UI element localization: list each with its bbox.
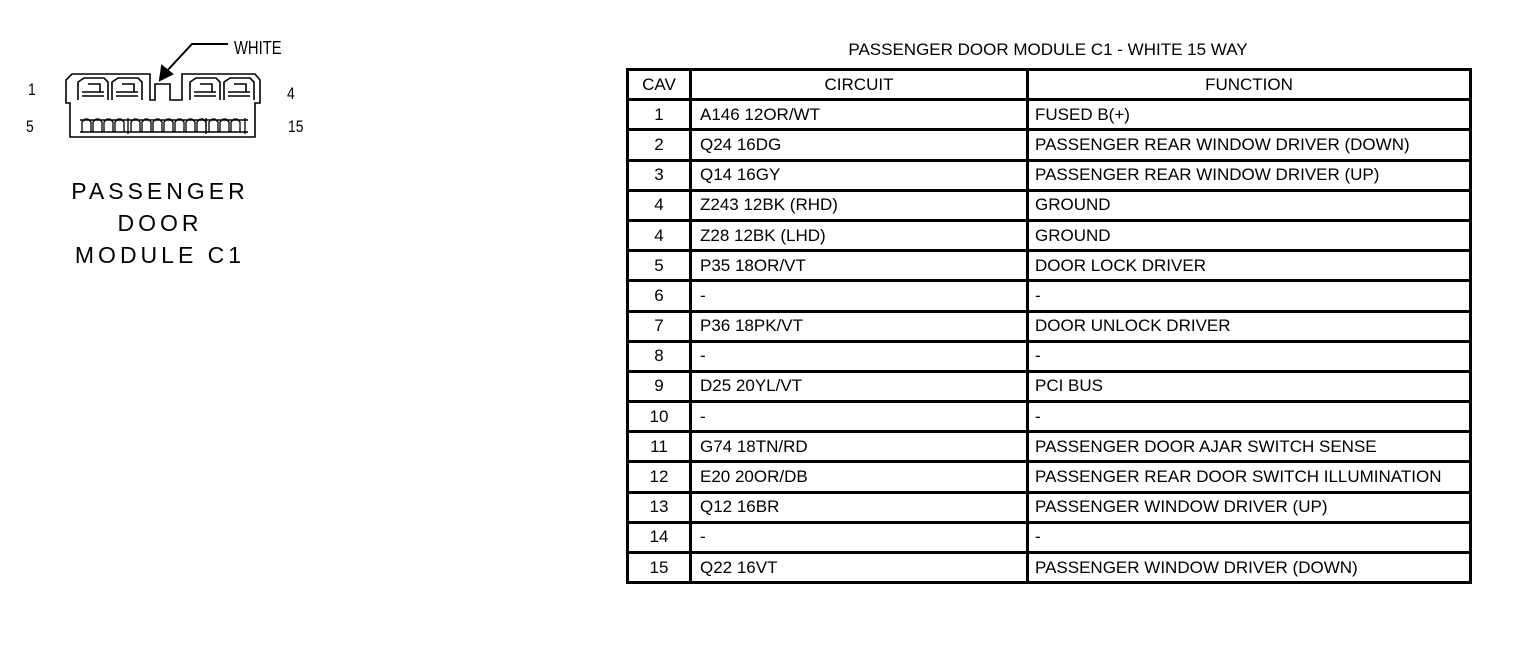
cell-cav: 9 [628,371,691,401]
header-circuit: CIRCUIT [691,70,1028,100]
cell-function: - [1028,522,1471,552]
cell-cav: 5 [628,251,691,281]
cell-circuit: E20 20OR/DB [691,462,1028,492]
table-row [628,160,1471,190]
terminal-cell-icon [175,119,184,132]
table-row [628,371,1471,401]
table-title: PASSENGER DOOR MODULE C1 - WHITE 15 WAY [848,40,1248,59]
terminal-cell-icon [209,119,218,132]
cell-cav: 15 [628,553,691,583]
cell-cav: 7 [628,311,691,341]
cell-cav: 10 [628,402,691,432]
table-row [628,462,1471,492]
cell-cav: 6 [628,281,691,311]
cell-cav: 2 [628,130,691,160]
cell-cav: 12 [628,462,691,492]
terminal-cell-icon [115,119,124,132]
cell-function: PCI BUS [1028,371,1471,401]
terminal-cell-icon [153,119,162,132]
cell-function: - [1028,402,1471,432]
cell-circuit: Z28 12BK (LHD) [691,220,1028,250]
cell-cav: 8 [628,341,691,371]
table-row [628,553,1471,583]
cell-circuit: - [691,341,1028,371]
cell-function: DOOR LOCK DRIVER [1028,251,1471,281]
connector-name-line: DOOR [117,210,203,236]
cell-function: GROUND [1028,220,1471,250]
table-row [628,251,1471,281]
connector-diagram [0,0,340,280]
cell-cav: 14 [628,522,691,552]
pin-number-label: 1 [28,80,36,99]
table-row [628,402,1471,432]
table-row [628,522,1471,552]
cell-function: PASSENGER WINDOW DRIVER (DOWN) [1028,553,1471,583]
terminal-cell-icon [82,119,91,132]
cell-cav: 4 [628,220,691,250]
cell-circuit: Z243 12BK (RHD) [691,190,1028,220]
terminal-cell-icon [104,119,113,132]
cell-circuit: Q22 16VT [691,553,1028,583]
table-row [628,220,1471,250]
terminal-cell-icon [220,119,229,132]
table-body [628,100,1471,583]
pin-number-label: 15 [288,117,304,136]
terminal-cell-icon [186,119,195,132]
terminal-cell-icon [164,119,173,132]
connector-name [60,175,260,271]
cell-function: PASSENGER REAR DOOR SWITCH ILLUMINATION [1028,462,1471,492]
table-row [628,432,1471,462]
terminal-cell-icon [197,119,206,132]
cell-circuit: D25 20YL/VT [691,371,1028,401]
terminal-cell-icon [231,119,240,132]
table-row [628,100,1471,130]
connector-name-line: PASSENGER [71,178,249,204]
cell-cav: 4 [628,190,691,220]
cell-circuit: G74 18TN/RD [691,432,1028,462]
cell-circuit: A146 12OR/WT [691,100,1028,130]
cell-function: FUSED B(+) [1028,100,1471,130]
pin-number-label: 4 [287,84,295,103]
cell-function: GROUND [1028,190,1471,220]
header-function: FUNCTION [1028,70,1471,100]
cell-circuit: Q12 16BR [691,492,1028,522]
table-header-row [628,70,1471,100]
cell-cav: 3 [628,160,691,190]
cell-function: DOOR UNLOCK DRIVER [1028,311,1471,341]
cell-function: PASSENGER REAR WINDOW DRIVER (DOWN) [1028,130,1471,160]
cell-cav: 1 [628,100,691,130]
cell-circuit: P36 18PK/VT [691,311,1028,341]
terminal-cell-icon [142,119,151,132]
table-row [628,492,1471,522]
cell-circuit: P35 18OR/VT [691,251,1028,281]
cell-circuit: - [691,522,1028,552]
header-cav: CAV [628,70,691,100]
cell-function: PASSENGER WINDOW DRIVER (UP) [1028,492,1471,522]
table-row [628,130,1471,160]
wire-color-label: WHITE [234,38,282,58]
table-row [628,281,1471,311]
cell-cav: 13 [628,492,691,522]
cell-circuit: Q24 16DG [691,130,1028,160]
cell-cav: 11 [628,432,691,462]
cell-function: - [1028,341,1471,371]
cell-function: PASSENGER REAR WINDOW DRIVER (UP) [1028,160,1471,190]
pin-number-label: 5 [26,117,34,136]
table-row [628,341,1471,371]
table-row [628,311,1471,341]
cell-circuit: - [691,402,1028,432]
table-row [628,190,1471,220]
terminal-cell-icon [93,119,102,132]
pinout-table [626,68,1472,584]
cell-function: PASSENGER DOOR AJAR SWITCH SENSE [1028,432,1471,462]
terminal-cell-icon [131,119,140,132]
cell-circuit: - [691,281,1028,311]
cell-function: - [1028,281,1471,311]
cell-circuit: Q14 16GY [691,160,1028,190]
connector-name-line: MODULE C1 [74,242,246,268]
